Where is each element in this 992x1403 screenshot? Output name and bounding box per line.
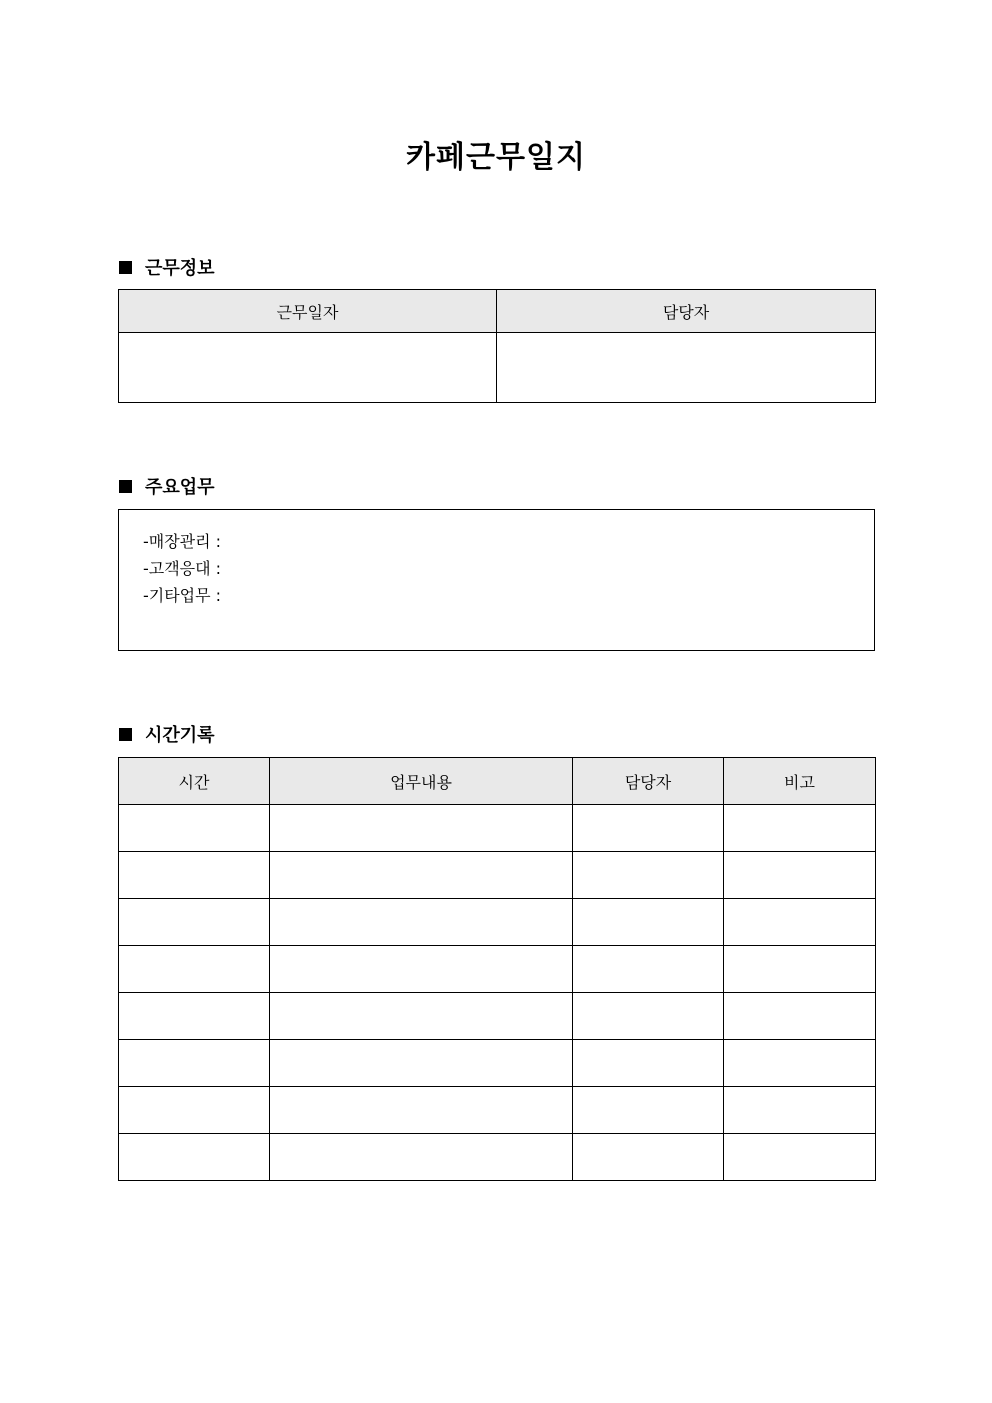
person-in-charge-cell[interactable]	[573, 993, 724, 1040]
time-log-body	[119, 805, 876, 1181]
header-work-date: 근무일자	[119, 290, 497, 333]
person-in-charge-cell[interactable]	[573, 1087, 724, 1134]
task-content-cell[interactable]	[270, 805, 573, 852]
time-cell[interactable]	[119, 946, 270, 993]
task-content-cell[interactable]	[270, 993, 573, 1040]
table-row	[119, 1134, 876, 1181]
remarks-cell[interactable]	[724, 899, 876, 946]
time-cell[interactable]	[119, 1134, 270, 1181]
person-in-charge-cell[interactable]	[573, 1134, 724, 1181]
person-in-charge-cell[interactable]	[573, 946, 724, 993]
table-row	[119, 946, 876, 993]
time-cell[interactable]	[119, 993, 270, 1040]
remarks-cell[interactable]	[724, 1040, 876, 1087]
task-content-cell[interactable]	[270, 946, 573, 993]
person-in-charge-cell[interactable]	[497, 333, 876, 403]
time-cell[interactable]	[119, 1040, 270, 1087]
person-in-charge-cell[interactable]	[573, 1040, 724, 1087]
table-row	[119, 993, 876, 1040]
person-in-charge-cell[interactable]	[573, 852, 724, 899]
header-remarks: 비고	[724, 758, 876, 805]
table-row	[119, 899, 876, 946]
page-title: 카페근무일지	[406, 140, 586, 175]
header-person-in-charge: 담당자	[573, 758, 724, 805]
remarks-cell[interactable]	[724, 805, 876, 852]
header-person-in-charge: 담당자	[497, 290, 876, 333]
section-heading-work-info	[119, 254, 215, 280]
person-in-charge-cell[interactable]	[573, 805, 724, 852]
header-time: 시간	[119, 758, 270, 805]
work-info-table	[118, 289, 876, 403]
time-cell[interactable]	[119, 1087, 270, 1134]
time-cell[interactable]	[119, 899, 270, 946]
square-bullet-icon	[119, 480, 132, 493]
table-header-row	[119, 290, 876, 333]
section-heading-label: 근무정보	[145, 258, 215, 279]
table-row	[119, 1040, 876, 1087]
section-heading-label: 시간기록	[145, 725, 215, 746]
task-content-cell[interactable]	[270, 1087, 573, 1134]
time-cell[interactable]	[119, 852, 270, 899]
remarks-cell[interactable]	[724, 993, 876, 1040]
header-task-content: 업무내용	[270, 758, 573, 805]
table-header-row	[119, 758, 876, 805]
table-row	[119, 333, 876, 403]
time-cell[interactable]	[119, 805, 270, 852]
task-item-other-tasks: -기타업무 :	[143, 586, 222, 605]
task-item-store-management: -매장관리 :	[143, 532, 222, 551]
remarks-cell[interactable]	[724, 852, 876, 899]
task-list	[119, 510, 874, 609]
task-content-cell[interactable]	[270, 899, 573, 946]
remarks-cell[interactable]	[724, 946, 876, 993]
square-bullet-icon	[119, 728, 132, 741]
task-content-cell[interactable]	[270, 1134, 573, 1181]
section-heading-label: 주요업무	[145, 477, 215, 498]
section-heading-time-log	[119, 721, 215, 747]
person-in-charge-cell[interactable]	[573, 899, 724, 946]
work-date-cell[interactable]	[119, 333, 497, 403]
remarks-cell[interactable]	[724, 1087, 876, 1134]
time-log-table	[118, 757, 876, 1181]
task-content-cell[interactable]	[270, 852, 573, 899]
table-row	[119, 805, 876, 852]
remarks-cell[interactable]	[724, 1134, 876, 1181]
main-tasks-box[interactable]	[118, 509, 875, 651]
table-row	[119, 852, 876, 899]
task-item-customer-service: -고객응대 :	[143, 559, 222, 578]
square-bullet-icon	[119, 261, 132, 274]
table-row	[119, 1087, 876, 1134]
section-heading-main-tasks	[119, 473, 215, 499]
task-content-cell[interactable]	[270, 1040, 573, 1087]
